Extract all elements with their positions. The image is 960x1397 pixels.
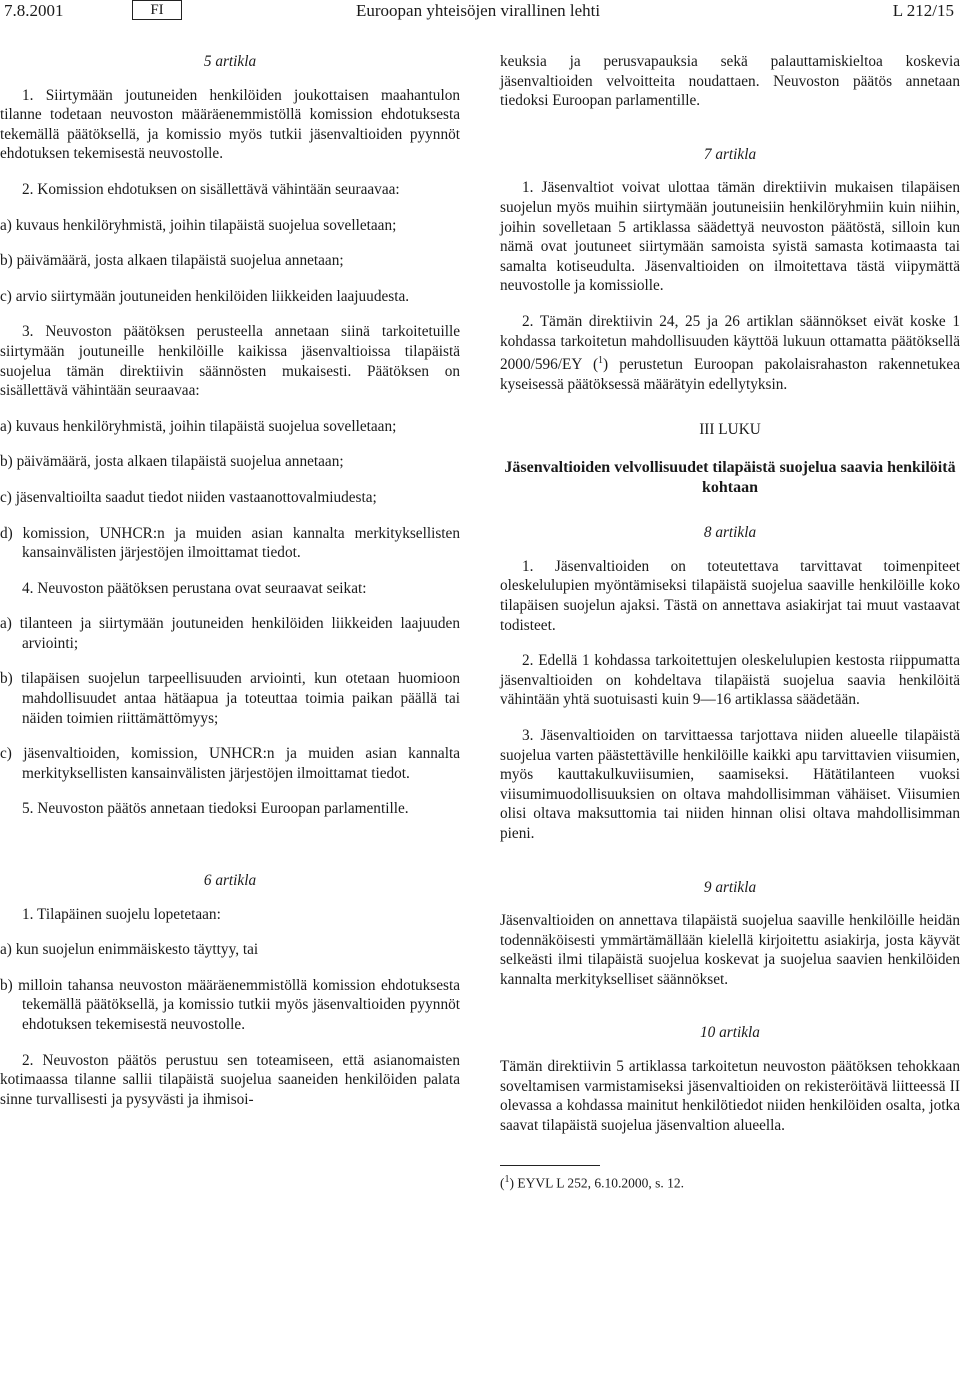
article-5-paragraph-4: 4. Neuvoston päätöksen perustana ovat seuraavat seikat: bbox=[22, 579, 367, 597]
article-8-title: 8 artikla bbox=[703, 524, 757, 542]
article-5-paragraph-2-item-a: a) kuvaus henkilöryhmistä, joihin tilapäistä suojelua sovelletaan; bbox=[0, 216, 397, 234]
article-6-paragraph-1: 1. Tilapäinen suojelu lopetetaan: bbox=[22, 905, 221, 923]
article-7-paragraph-2 bbox=[500, 312, 960, 394]
article-6-paragraph-1-item-b: b) milloin tahansa neuvoston määräenemmistöllä komission ehdotuksesta tekemällä päätöksellä, ja komissio tutkii myös jäsenvaltioiden pyynnöt ehdotuksen tekemisestä neuvostolle. bbox=[0, 976, 460, 1033]
header-journal-title: Euroopan yhteisöjen virallinen lehti bbox=[356, 1, 601, 20]
article-6-title: 6 artikla bbox=[203, 872, 257, 890]
article-9-title: 9 artikla bbox=[703, 878, 757, 896]
chapter-heading: III LUKU bbox=[699, 421, 761, 439]
article-5-paragraph-5: 5. Neuvoston päätös annetaan tiedoksi Euroopan parlamentille. bbox=[22, 800, 409, 818]
footnote: ($^1$) EYVL L 252, 6.10.2000, s. 12. bbox=[500, 1174, 684, 1191]
article-7-paragraph-1: 1. Jäsenvaltiot voivat ulottaa tämän direktiivin mukaisen tilapäisen suojelun myös muihin siirtymään joutuneisiin henkilöryhmiin kuin niihin, joihin sovelletaan 5 artiklassa säädettyä neuvoston päätöstä, silloin kun nämä ovat joutuneet siirtymään samoista syistä samasta kotimaasta tai samalta kotiseudulta. Jäsenvaltioiden on ilmoitettava tästä viipymättä neuvostolle ja komissiolle. bbox=[500, 179, 960, 295]
article-5-paragraph-4-item-c: c) jäsenvaltioiden, komission, UNHCR:n ja muiden asian kannalta merkityksellisten kansainvälisten järjestöjen ilmoittamat tiedot. bbox=[0, 745, 460, 782]
article-5-paragraph-3-item-a: a) kuvaus henkilöryhmistä, joihin tilapäistä suojelua sovelletaan; bbox=[0, 417, 397, 435]
article-5-paragraph-2-item-b: b) päivämäärä, josta alkaen tilapäistä suojelua annetaan; bbox=[0, 252, 344, 270]
footnote-reference[interactable]: 1 bbox=[598, 355, 604, 367]
article-5-paragraph-3-item-c: c) jäsenvaltioilta saadut tiedot niiden vastaanottovalmiudesta; bbox=[0, 488, 377, 506]
article-5-paragraph-2: 2. Komission ehdotuksen on sisällettävä vähintään seuraavaa: bbox=[22, 180, 400, 198]
chapter-title: Jäsenvaltioiden velvollisuudet tilapäistä suojelua saavia henkilöitä kohtaan bbox=[504, 459, 956, 496]
article-7-title: 7 artikla bbox=[703, 145, 757, 163]
article-5-paragraph-3: 3. Neuvoston päätöksen perusteella annetaan siinä tarkoitetuille siirtymään joutuneille henkilöille kaikissa jäsenvaltioissa tilapäistä suojelua tämän direktiivin säännösten mukaisesti. Päätöksen on sisällettävä vähintään seuraavaa: bbox=[0, 323, 460, 400]
article-5-paragraph-3-item-d: d) komission, UNHCR:n ja muiden asian kannalta merkityksellisten kansainvälisten järjestöjen ilmoittamat tiedot. bbox=[0, 524, 460, 562]
header-language-box: FI bbox=[132, 0, 182, 20]
article-5-title: 5 artikla bbox=[203, 53, 257, 70]
article-6-paragraph-2: 2. Neuvoston päätös perustuu sen toteamiseen, että asianomaisten kotimaassa tilanne sallii tilapäistä suojelua saaneiden henkilöiden palata sinne turvallisesti ja pysyvästi ja ihmisoi- bbox=[0, 1051, 460, 1108]
article-8-paragraph-3: 3. Jäsenvaltioiden on tarvittaessa tarjottava niiden alueelle tilapäistä suojelua varten päästettäville henkilöille kaikki apu tarvittavien viisumien, myös kauttakulkuviisumien, saamiseksi. Hätätilanteen vuoksi viisumimuodollisuuksien on oltava mahdollisimman vähäiset. Viisumien olisi oltava maksuttomia tai niiden hinnan olisi oltava mahdollisimman pieni. bbox=[500, 726, 960, 842]
article-5-paragraph-1: 1. Siirtymään joutuneiden henkilöiden joukottaisen maahantulon tilanne todetaan neuvoston määräenemmistöllä komission ehdotuksesta tekemällä päätöksellä, ja komissio myös tutkii jäsenvaltioiden pyynnöt ehdotuksen tekemisestä neuvostolle. bbox=[0, 86, 460, 163]
article-10-title: 10 artikla bbox=[700, 1024, 760, 1042]
footnote-number: 1 bbox=[504, 1174, 510, 1186]
article-8-paragraph-1: 1. Jäsenvaltioiden on toteutettava tarvittavat toimenpiteet oleskelulupien myöntämiseksi tilapäistä suojelua saaville henkilöille koko tilapäisen suojelun ajaksi. Tästä on annettava asiakirjat tai muut vastaavat todisteet. bbox=[500, 557, 960, 634]
header-page-number: L 212/15 bbox=[892, 1, 954, 20]
article-5-paragraph-3-item-b: b) päivämäärä, josta alkaen tilapäistä suojelua annetaan; bbox=[0, 453, 344, 471]
article-8-paragraph-2: 2. Edellä 1 kohdassa tarkoitettujen oleskelulupien kestosta riippumatta jäsenvaltioiden on kohdeltava tilapäistä suojelua saavia henkilöitä vähintään yhtä suotuisasti kuin 9—16 artiklassa säädetään. bbox=[500, 652, 960, 709]
article-7-paragraph-2-text-end: ) perustetun Euroopan pakolaisrahaston rakennetukea kyseisessä päätöksessä määrätyin edellytyksin. bbox=[500, 356, 960, 393]
article-10-paragraph: Tämän direktiivin 5 artiklassa tarkoitetun neuvoston päätöksen tehokkaan soveltamisen varmistamiseksi jäsenvaltioiden on rekisteröitävä liitteessä II olevassa a kohdassa mainitut henkilötiedot niiden henkilöiden osalta, jotka saavat tilapäistä suojelua jäsenvaltion alueella. bbox=[500, 1058, 960, 1134]
article-5-paragraph-4-item-b: b) tilapäisen suojelun tarpeellisuuden arviointi, kun otetaan huomioon mahdollisuudet antaa hätäapua ja toteuttaa toimia paikan päällä tai näiden toimien riittämättömyys; bbox=[0, 670, 460, 727]
footnote-divider bbox=[500, 1165, 600, 1166]
article-5-paragraph-2-item-c: c) arvio siirtymään joutuneiden henkilöiden liikkeiden laajuudesta. bbox=[0, 287, 410, 305]
continued-paragraph: keuksia ja perusvapauksia sekä palauttamiskieltoa koskevia jäsenvaltioiden velvoitteita noudattaen. Neuvoston päätös annetaan tiedoksi Euroopan parlamentille. bbox=[500, 53, 960, 110]
page-header bbox=[0, 0, 960, 30]
article-9-paragraph: Jäsenvaltioiden on annettava tilapäistä suojelua saaville henkilöille heidän todennäköisesti ymmärtämällään kielellä kirjoitettu asiakirja, josta käyvät selkeästi ilmi tilapäistä suojelua koskevat ja suojelua saavien henkilöiden kannalta merkitykselliset säännökset. bbox=[500, 912, 960, 988]
article-7-paragraph-2-text-start: 2. Tämän direktiivin 24, 25 ja 26 artiklan säännökset eivät koske 1 kohdassa tarkoitetun mahdollisuuden käyttöä lukuun ottamatta päätöksellä 2000/596/EY ( bbox=[500, 312, 960, 374]
article-5-paragraph-4-item-a: a) tilanteen ja siirtymään joutuneiden henkilöiden liikkeiden laajuuden arviointi; bbox=[0, 615, 460, 652]
left-column bbox=[0, 52, 460, 1125]
article-6-paragraph-1-item-a: a) kun suojelun enimmäiskesto täyttyy, tai bbox=[0, 941, 259, 959]
right-column bbox=[500, 52, 960, 1194]
footnote-text: EYVL L 252, 6.10.2000, s. 12. bbox=[517, 1175, 684, 1191]
header-date: 7.8.2001 bbox=[4, 1, 64, 20]
